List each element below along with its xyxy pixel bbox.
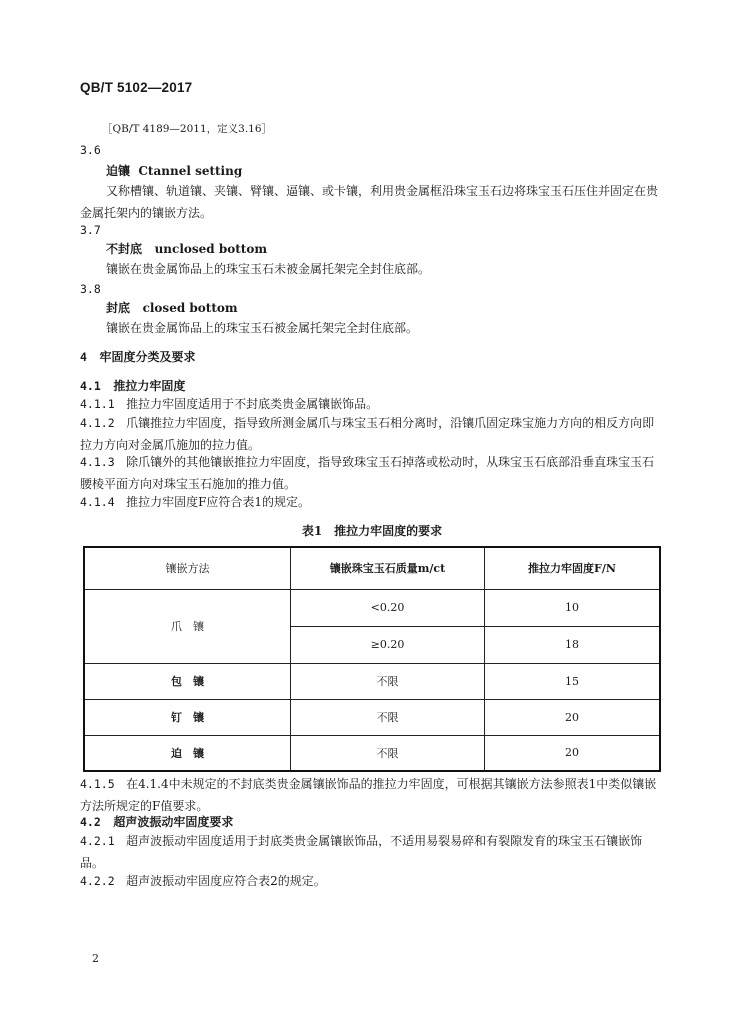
clause-4-1-2 <box>80 412 664 456</box>
table-1 <box>83 546 661 772</box>
clause-number-3-6: 3.6 <box>80 143 101 157</box>
table-row <box>84 699 660 735</box>
header-push-pull-force: 推拉力牢固度F/N <box>485 547 661 589</box>
cell-force: 20 <box>485 699 661 735</box>
clause-number: 4.1.1 <box>80 397 115 411</box>
table-1-title: 表1 推拉力牢固度的要求 <box>301 524 443 538</box>
standard-number: QB/T 5102—2017 <box>80 80 193 95</box>
cell-force: 18 <box>485 626 661 663</box>
term-en: closed bottom <box>142 301 238 315</box>
header-setting-method: 镶嵌方法 <box>84 547 291 589</box>
clause-4-2-2 <box>80 874 326 889</box>
section-number: 4.2 <box>80 815 101 829</box>
clause-4-2-1 <box>80 830 664 874</box>
definition-3-7: 镶嵌在贵金属饰品上的珠宝玉石未被金属托架完全封住底部。 <box>106 262 431 276</box>
header-gem-mass: 镶嵌珠宝玉石质量m/ct <box>291 547 485 589</box>
section-title: 推拉力牢固度 <box>113 379 186 393</box>
clause-number-3-7: 3.7 <box>80 223 101 237</box>
section-title: 超声波振动牢固度要求 <box>113 815 234 829</box>
term-en: Ctannel setting <box>138 164 243 178</box>
cell-method: 迫 镶 <box>84 735 291 771</box>
term-cn: 封底 <box>106 301 131 315</box>
clause-number: 4.1.5 <box>80 777 115 791</box>
table-row <box>84 735 660 771</box>
cell-force: 10 <box>485 589 661 626</box>
term-3-6 <box>106 164 242 178</box>
section-number: 4.1 <box>80 379 101 393</box>
section-heading-4-2 <box>80 815 233 830</box>
clause-text: 推拉力牢固度适用于不封底类贵金属镶嵌饰品。 <box>126 397 379 411</box>
clause-number: 4.1.4 <box>80 495 115 509</box>
cell-mass: <0.20 <box>291 589 485 626</box>
clause-text: 爪镶推拉力牢固度，指导致所测金属爪与珠宝玉石相分离时，沿镶爪固定珠宝施力方向的相反方向即拉力方向对金属爪施加的拉力值。 <box>80 416 655 452</box>
term-cn: 迫镶 <box>106 164 131 178</box>
clause-number: 4.1.3 <box>80 455 115 469</box>
clause-number: 4.1.2 <box>80 416 115 430</box>
clause-4-1-4 <box>80 495 310 510</box>
cell-force: 20 <box>485 735 661 771</box>
page-number: 2 <box>92 952 99 965</box>
table-header-row <box>84 547 660 589</box>
cell-mass: ≥0.20 <box>291 626 485 663</box>
clause-4-1-5 <box>80 773 664 817</box>
clause-4-1-3 <box>80 451 664 495</box>
section-number: 4 <box>80 350 87 364</box>
definition-3-8: 镶嵌在贵金属饰品上的珠宝玉石被金属托架完全封住底部。 <box>106 321 419 335</box>
section-title: 牢固度分类及要求 <box>99 350 196 364</box>
definition-3-6: 又称槽镶、轨道镶、夹镶、臂镶、逼镶、或卡镶，利用贵金属框沿珠宝玉石边将珠宝玉石压住并固定在贵金属托架内的镶嵌方法。 <box>80 184 659 220</box>
cell-method: 包 镶 <box>84 663 291 699</box>
clause-text: 推拉力牢固度F应符合表1的规定。 <box>126 495 311 509</box>
cell-mass: 不限 <box>291 735 485 771</box>
cell-mass: 不限 <box>291 699 485 735</box>
clause-number: 4.2.1 <box>80 834 115 848</box>
cell-method: 钉 镶 <box>84 699 291 735</box>
clause-text: 在4.1.4中未规定的不封底类贵金属镶嵌饰品的推拉力牢固度，可根据其镶嵌方法参照表1中类似镶嵌方法所规定的F值要求。 <box>80 777 657 813</box>
cell-force: 15 <box>485 663 661 699</box>
clause-number-3-8: 3.8 <box>80 282 101 296</box>
clause-4-1-1 <box>80 397 378 412</box>
table-row <box>84 589 660 626</box>
clause-number: 4.2.2 <box>80 874 115 888</box>
cell-method: 爪 镶 <box>84 589 291 663</box>
term-en: unclosed bottom <box>154 242 268 256</box>
clause-text: 除爪镶外的其他镶嵌推拉力牢固度，指导致珠宝玉石掉落或松动时，从珠宝玉石底部沿垂直珠宝玉石腰棱平面方向对珠宝玉石施加的推力值。 <box>80 455 655 491</box>
section-heading-4 <box>80 350 196 365</box>
term-cn: 不封底 <box>106 242 143 256</box>
term-3-7 <box>106 242 267 256</box>
section-heading-4-1 <box>80 379 185 394</box>
cell-mass: 不限 <box>291 663 485 699</box>
clause-text: 超声波振动牢固度适用于封底类贵金属镶嵌饰品，不适用易裂易碎和有裂隙发育的珠宝玉石镶嵌饰品。 <box>80 834 643 870</box>
table-row <box>84 663 660 699</box>
clause-text: 超声波振动牢固度应符合表2的规定。 <box>126 874 326 888</box>
citation-reference: ［QB/T 4189—2011，定义3.16］ <box>102 123 273 135</box>
term-3-8 <box>106 301 238 315</box>
